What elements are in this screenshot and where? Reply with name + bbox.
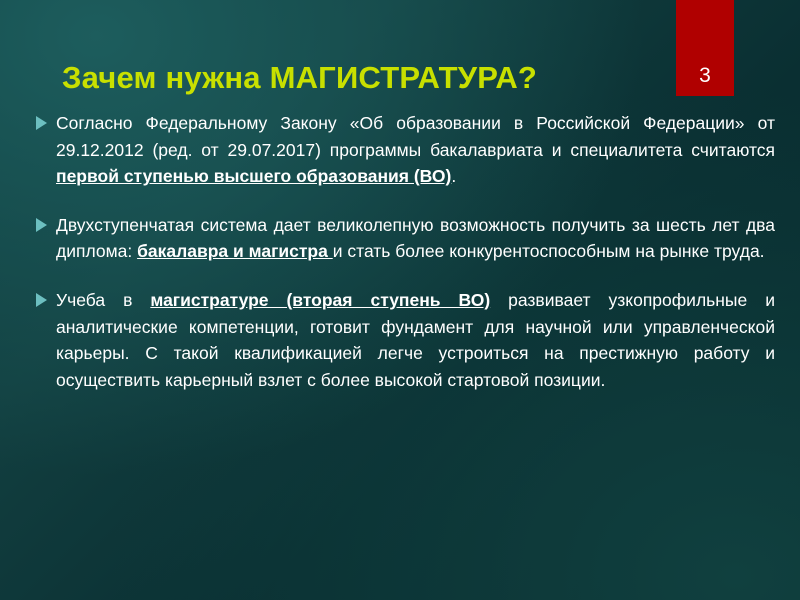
slide-number-badge bbox=[676, 0, 734, 96]
triangle-bullet-icon bbox=[36, 293, 47, 307]
bullet-marker bbox=[30, 287, 56, 307]
triangle-bullet-icon bbox=[36, 116, 47, 130]
bullet-text-3: Учеба в магистратуре (вторая ступень ВО) развивает узкопрофильные и аналитические компетенции, готовит фундамент для научной или управленческой карьеры. С такой квалификацией легче устроиться на престижную работу и осуществить карьерный взлет с более высокой стартовой позиции. bbox=[56, 289, 775, 390]
slide-body bbox=[30, 110, 775, 415]
bullet-text-2: Двухступенчатая система дает великолепную возможность получить за шесть лет два диплома: бакалавра и магистра и стать более конкурентоспособным на рынке труда. bbox=[56, 214, 775, 262]
slide-title: Зачем нужна МАГИСТРАТУРА? bbox=[62, 60, 538, 95]
list-item bbox=[30, 287, 775, 393]
bullet-text-1: Согласно Федеральному Закону «Об образовании в Российской Федерации» от 29.12.2012 (ред. от 29.07.2017) программы бакалавриата и специалитета считаются первой ступенью высшего образования (ВО). bbox=[56, 113, 775, 187]
bullet-marker bbox=[30, 212, 56, 232]
list-item bbox=[30, 110, 775, 190]
slide-number: 3 bbox=[699, 64, 711, 87]
bullet-marker bbox=[30, 110, 56, 130]
list-item bbox=[30, 212, 775, 265]
triangle-bullet-icon bbox=[36, 218, 47, 232]
